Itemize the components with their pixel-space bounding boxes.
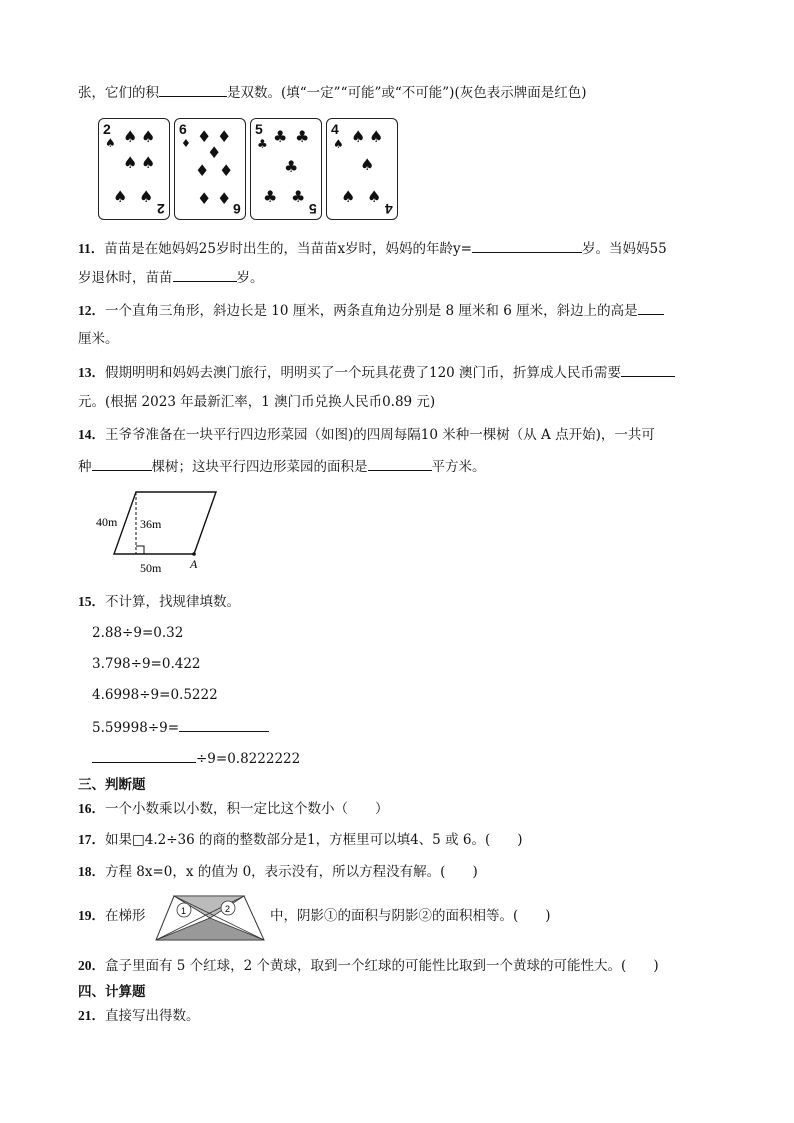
- club-icon: ♣: [295, 127, 310, 146]
- q11-number: 11．: [78, 241, 105, 256]
- q13-number: 13．: [78, 365, 105, 380]
- q13-line1: [78, 362, 675, 383]
- spade-icon: ♠: [369, 127, 384, 146]
- spade-icon: ♠: [105, 136, 116, 150]
- q21-line: [78, 1006, 200, 1026]
- club-icon: ♣: [284, 157, 299, 176]
- spade-icon: ♠: [333, 137, 344, 151]
- section-4-heading: 四、计算题: [78, 984, 146, 1000]
- q10-line: [78, 82, 586, 103]
- point-a-dot: [192, 552, 196, 556]
- spade-icon: ♠: [139, 187, 154, 206]
- card-6-diamonds: [174, 118, 246, 220]
- diamond-icon: ♦: [197, 127, 212, 146]
- q12-blank[interactable]: [638, 300, 664, 315]
- spade-icon: ♠: [123, 153, 138, 172]
- spade-icon: ♠: [367, 187, 382, 206]
- side-label: 40m: [96, 515, 118, 529]
- card-5-clubs: [250, 118, 322, 220]
- card-4-spades: [326, 118, 398, 220]
- spade-icon: ♠: [351, 127, 366, 146]
- q13-line2: 元。(根据 2023 年最新汇率，1 澳门币兑换人民币0.89 元): [78, 394, 436, 410]
- q19-text: 在梯形: [105, 908, 146, 924]
- label-1: 1: [181, 906, 187, 916]
- club-icon: ♣: [291, 187, 306, 206]
- q11-text: 岁退休时，苗苗: [78, 270, 173, 286]
- q11-line2: [78, 267, 264, 288]
- spade-icon: ♠: [141, 127, 156, 146]
- diamond-icon: ♦: [219, 161, 234, 180]
- q15-blank-2[interactable]: [92, 748, 196, 763]
- q19-number: 19．: [78, 908, 105, 923]
- q19-line-tail: 中，阴影①的面积与阴影②的面积相等。( ): [270, 908, 551, 924]
- q16-text: 一个小数乘以小数，积一定比这个数小（ ）: [105, 801, 389, 817]
- q15-row-2: 3.798÷9=0.422: [92, 656, 201, 672]
- q11-text: 岁。当妈妈55: [582, 241, 667, 257]
- q10-prefix: 张，它们的积: [78, 85, 159, 101]
- card-2-spades: [98, 118, 170, 220]
- card-rank: 6: [179, 121, 187, 137]
- q20-line: [78, 956, 659, 976]
- q11-text: 苗苗是在她妈妈25岁时出生的，当苗苗x岁时，妈妈的年龄y=: [104, 241, 472, 257]
- parallelogram-figure: [94, 488, 234, 578]
- q11-blank-2[interactable]: [173, 267, 237, 282]
- q17-text: 如果□4.2÷36 的商的整数部分是1，方框里可以填4、5 或 6。( ): [105, 832, 523, 848]
- q15-text: 不计算，找规律填数。: [105, 594, 240, 610]
- q14-text: 种: [78, 459, 92, 475]
- card-rank: 5: [309, 201, 317, 217]
- club-icon: ♣: [257, 137, 268, 151]
- card-rank: 5: [255, 121, 263, 137]
- q15-row-4: [92, 717, 269, 738]
- diamond-icon: ♦: [195, 161, 210, 180]
- base-label: 50m: [140, 561, 162, 575]
- q14-text: 平方米。: [431, 459, 486, 475]
- q21-text: 直接写出得数。: [105, 1008, 200, 1024]
- card-rank: 2: [157, 201, 165, 217]
- q14-blank-1[interactable]: [92, 456, 152, 471]
- q15-row-5: [92, 748, 300, 769]
- diamond-icon: ♦: [217, 127, 232, 146]
- spade-icon: ♠: [341, 187, 356, 206]
- q15-row-text: ÷9=0.8222222: [196, 751, 301, 767]
- q16-number: 16．: [78, 801, 105, 816]
- q20-number: 20．: [78, 958, 105, 973]
- q17-number: 17．: [78, 832, 105, 847]
- height-label: 36m: [140, 517, 162, 531]
- club-icon: ♣: [263, 187, 278, 206]
- club-icon: ♣: [273, 127, 288, 146]
- q17-line: [78, 830, 522, 850]
- right-angle-mark: [136, 546, 144, 554]
- q15-number: 15．: [78, 594, 105, 609]
- diamond-icon: ♦: [197, 189, 212, 208]
- diamond-icon: ♦: [181, 137, 191, 150]
- card-rank: 2: [103, 121, 111, 137]
- q15-row-text: 5.59998÷9=: [92, 720, 180, 736]
- q14-text: 棵树；这块平行四边形菜园的面积是: [151, 459, 368, 475]
- q13-blank[interactable]: [621, 362, 675, 377]
- diamond-icon: ♦: [207, 143, 222, 162]
- q11-blank-1[interactable]: [472, 238, 582, 253]
- q15-blank-1[interactable]: [179, 717, 269, 732]
- q18-line: [78, 862, 478, 882]
- diamond-icon: ♦: [217, 189, 232, 208]
- q15-row-1: 2.88÷9=0.32: [92, 625, 184, 641]
- q14-line2: [78, 456, 486, 477]
- q15-row-3: 4.6998÷9=0.5222: [92, 687, 218, 703]
- q10-suffix: 是双数。(填“一定”“可能”或“不可能”)(灰色表示牌面是红色): [227, 85, 587, 101]
- card-rank: 4: [385, 201, 393, 217]
- section-3-heading: 三、判断题: [78, 777, 146, 793]
- q14-blank-2[interactable]: [368, 456, 432, 471]
- spade-icon: ♠: [360, 155, 375, 174]
- q14-text: 王爷爷准备在一块平行四边形菜园（如图)的四周每隔10 米种一棵树（从 A 点开始)，一共可: [105, 427, 655, 443]
- point-a-label: A: [190, 557, 198, 571]
- q20-text: 盒子里面有 5 个红球，2 个黄球，取到一个红球的可能性比取到一个黄球的可能性大。( ): [105, 958, 659, 974]
- q18-number: 18．: [78, 864, 105, 879]
- spade-icon: ♠: [123, 127, 138, 146]
- q15-line: [78, 592, 240, 612]
- q11-line1: [78, 238, 667, 259]
- q14-number: 14．: [78, 427, 105, 442]
- q13-text: 假期明明和妈妈去澳门旅行，明明买了一个玩具花费了120 澳门币，折算成人民币需要: [105, 365, 622, 381]
- q12-line1: [78, 300, 664, 321]
- spade-icon: ♠: [113, 187, 128, 206]
- card-rank: 6: [233, 201, 241, 217]
- parallelogram-shape: [114, 492, 216, 554]
- q21-number: 21．: [78, 1008, 105, 1023]
- q19-line: [78, 906, 146, 926]
- q14-line1: [78, 425, 655, 445]
- spade-icon: ♠: [141, 153, 156, 172]
- q12-text: 一个直角三角形，斜边长是 10 厘米，两条直角边分别是 8 厘米和 6 厘米，斜边上的高是: [105, 303, 638, 319]
- card-rank: 4: [331, 121, 339, 137]
- q18-text: 方程 8x=0，x 的值为 0，表示没有，所以方程没有解。( ): [105, 864, 478, 880]
- q12-line2: 厘米。: [78, 331, 119, 347]
- q11-text: 岁。: [236, 270, 264, 286]
- trapezoid-figure: [154, 892, 266, 944]
- q10-blank[interactable]: [159, 82, 227, 97]
- label-2: 2: [225, 904, 231, 914]
- q16-line: [78, 799, 389, 819]
- q12-number: 12．: [78, 303, 105, 318]
